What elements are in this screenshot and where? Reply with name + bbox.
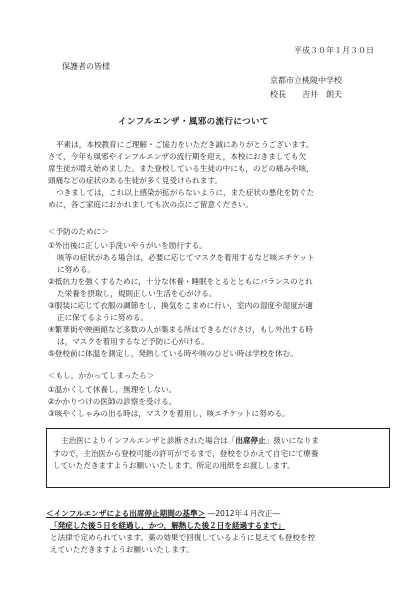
prevention-list [48,240,315,360]
criteria-heading: ＜インフルエンザによる出席停止期間の基準＞ [46,509,206,518]
criteria-line: えていただきますようお願いいたします。 [50,545,194,554]
box-line: すので，主治医から登校可能の許可がでるまで，登校をひかえて自宅にて療養 [53,448,319,458]
prevention-item: ③服装に応じて衣服の調節をし，換気をこまめに行い，室内の湿度や湿度が適 [48,301,313,310]
if-sick-item: ②かかりつけの医師の診察を受ける。 [48,397,177,406]
criteria-section [46,508,315,556]
prevention-item: ④繁華街や映画館など多数の人が集まる所はできるだけさけ，もし外出する時 [48,325,313,334]
prevention-item-cont: た栄養を摂取し，規則正しい生活を心がける。 [57,289,217,298]
attendance-stop-label: 出席停止 [235,436,266,445]
recipient: 保護者の皆様 [62,62,110,71]
page-title: インフルエンザ・風邪の流行について [118,117,269,127]
prevention-item-cont: 正に保てるように努める。 [57,313,149,322]
if-sick-heading: ＜もし，かかってしまったら＞ [48,371,155,380]
prevention-heading: ＜予防のために＞ [48,227,109,236]
principal-name: 校長 吉井 朗夫 [270,90,342,99]
criteria-rule: 「発症した後５日を経過し，かつ，解熱した後２日を経過するまで」 [50,521,286,530]
intro-line: 席生徒が増え始めました。また登校している生徒の中にも，のどの痛みや咳， [48,164,314,173]
doctor-notice-box [46,428,390,488]
box-line: していただきますようお願いいたします。所定の用紙をお渡しします。 [53,461,295,470]
prevention-item-cont: は，マスクを着用するなど予防に心がける。 [57,337,209,346]
if-sick-list [48,384,290,420]
prevention-item-cont: 咳等の症状がある場合は，必要に応じてマスクを着用するなど咳エチケット [57,253,315,262]
criteria-line: と法律で定められています。薬の効果で回復しているように見えても登校を控 [50,533,316,542]
date: 平成３０年１月３０日 [294,46,374,55]
prevention-item: ②抵抗力を強くするために，十分な休養・睡眠をとるとともにバランスのとれ [48,277,313,286]
intro-paragraph [48,139,314,211]
intro-line: めに，各ご家庭におかれましても次の点にご留意ください。 [48,200,254,209]
school-name: 京都市立桃陵中学校 [270,76,342,85]
intro-line: 平素は，本校教育にご理解・ご協力をいただき誠にありがとうございます。 [56,140,314,149]
intro-line: さて，今年も風邪やインフルエンザの流行期を迎え，本校におきましても欠 [48,152,307,161]
prevention-item: ①外出後に正しい手洗いやうがいを励行する。 [48,241,207,250]
intro-line: 頭痛などの症状のある生徒が多く見受けられます。 [48,176,223,185]
box-text: 」扱いになりま [265,436,319,445]
prevention-item-cont: に努める。 [57,265,95,274]
intro-line: つきましては，これ以上感染が拡がらないように，また症状の悪化を防ぐた [56,188,315,197]
prevention-item: ⑤登校前に体温を測定し，発熱している時や咳のひどい時は学校を休む。 [48,349,298,358]
if-sick-item: ①温かくして休養し，無理をしない。 [48,385,177,394]
criteria-revision: ―2012年４月改正― [207,509,281,518]
if-sick-item: ③咳やくしゃみの出る時は，マスクを着用し，咳エチケットに努める。 [48,409,290,418]
box-text: 主治医によりインフルエンザと診断された場合は「 [61,436,236,445]
